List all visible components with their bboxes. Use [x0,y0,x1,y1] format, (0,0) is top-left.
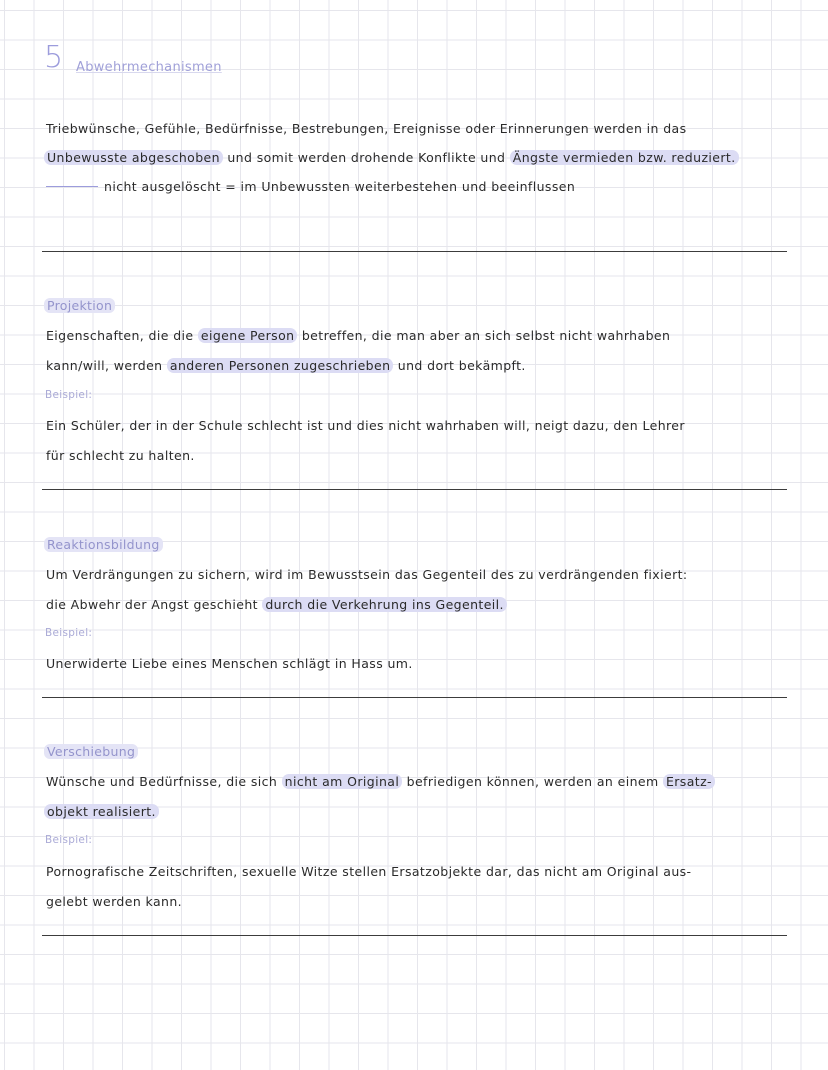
verschiebung-heading [44,744,138,759]
intro-line-2-text: und somit werden drohende Konflikte und [222,150,510,165]
intro-line-2 [44,150,739,165]
highlight-verkehrung: durch die Verkehrung ins Gegenteil. [262,597,507,612]
projektion-line-2-a: kann/will, werden [46,358,167,373]
verschiebung-line-1 [46,774,715,789]
highlight-unbewusste: Unbewusste abgeschoben [44,150,223,165]
intro-line-1: Triebwünsche, Gefühle, Bedürfnisse, Bestrebungen, Ereignisse oder Erinnerungen werden in das [46,121,687,136]
verschiebung-line-2 [44,804,159,819]
highlight-aengste: Ängste vermieden bzw. reduziert. [510,150,739,165]
verschiebung-example-label: Beispiel: [45,834,93,846]
projektion-heading [44,298,115,313]
projektion-label: Projektion [44,298,115,313]
projektion-line-2-b: und dort bekämpft. [393,358,526,373]
section-number: 5 [44,40,64,75]
verschiebung-example-line-1: Pornografische Zeitschriften, sexuelle Witze stellen Ersatzobjekte dar, das nicht am Original aus- [46,864,692,879]
intro-line-3: nicht ausgelöscht = im Unbewussten weiterbestehen und beeinflussen [104,179,576,194]
verschiebung-example-line-2: gelebt werden kann. [46,894,183,909]
projektion-line-2 [46,358,526,373]
verschiebung-line-1-a: Wünsche und Bedürfnisse, die sich [46,774,282,789]
projektion-line-1 [46,328,670,343]
verschiebung-label: Verschiebung [44,744,138,759]
verschiebung-line-1-b: befriedigen können, werden an einem [402,774,663,789]
projektion-line-1-a: Eigenschaften, die die [46,328,198,343]
divider-4 [42,935,787,936]
reaktionsbildung-heading [44,537,163,552]
divider-1 [42,251,787,252]
highlight-ersatz: Ersatz- [663,774,715,789]
highlight-nicht-am-original: nicht am Original [282,774,403,789]
page-title: Abwehrmechanismen [76,60,222,75]
arrow-icon [46,186,98,187]
reaktionsbildung-line-1: Um Verdrängungen zu sichern, wird im Bewusstsein das Gegenteil des zu verdrängenden fixiert: [46,567,688,582]
highlight-anderen-personen: anderen Personen zugeschrieben [167,358,394,373]
reaktionsbildung-label: Reaktionsbildung [44,537,163,552]
projektion-example-label: Beispiel: [45,389,93,401]
reaktionsbildung-example-label: Beispiel: [45,627,93,639]
divider-3 [42,697,787,698]
projektion-example-line-2: für schlecht zu halten. [46,448,195,463]
divider-2 [42,489,787,490]
projektion-example-line-1: Ein Schüler, der in der Schule schlecht ist und dies nicht wahrhaben will, neigt dazu, den Lehrer [46,418,685,433]
projektion-line-1-b: betreffen, die man aber an sich selbst nicht wahrhaben [297,328,671,343]
reaktionsbildung-line-2-a: die Abwehr der Angst geschieht [46,597,263,612]
highlight-objekt-realisiert: objekt realisiert. [44,804,159,819]
reaktionsbildung-example-line-1: Unerwiderte Liebe eines Menschen schlägt in Hass um. [46,656,413,671]
highlight-eigene-person: eigene Person [198,328,298,343]
reaktionsbildung-line-2 [46,597,507,612]
